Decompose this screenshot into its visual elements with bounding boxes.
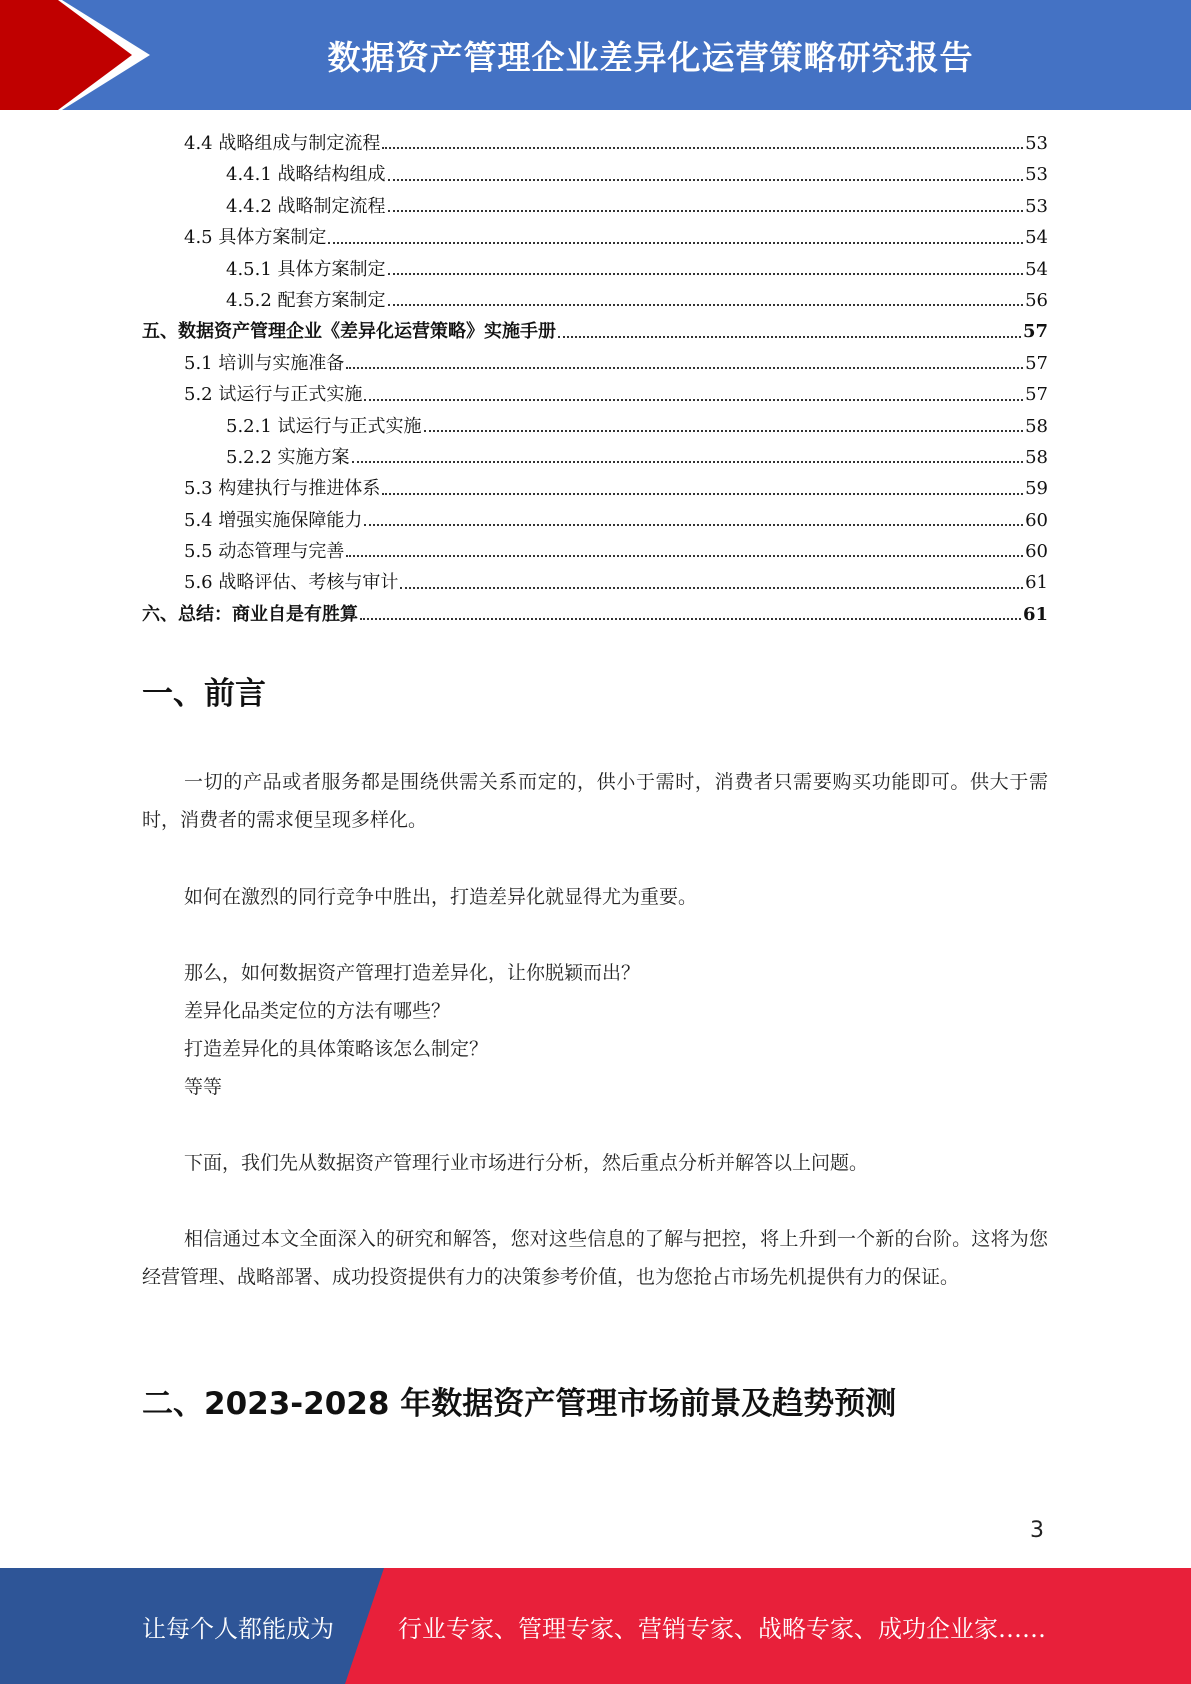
paragraph: 下面，我们先从数据资产管理行业市场进行分析，然后重点分析并解答以上问题。 [184, 1152, 869, 1174]
question-line: 那么，如何数据资产管理打造差异化，让你脱颖而出？ [184, 962, 641, 984]
header-arrow-icon [0, 0, 160, 110]
footer-slogan-right: 行业专家、管理专家、营销专家、战略专家、成功企业家…… [398, 1614, 1046, 1643]
toc-entry-label: 5.2.2 实施方案 [226, 446, 350, 468]
toc-entry[interactable] [142, 222, 1048, 253]
toc-entry-label: 5.1 培训与实施准备 [184, 352, 345, 374]
toc-entry-page: 54 [1025, 227, 1048, 249]
paragraph: 如何在激烈的同行竞争中胜出，打造差异化就显得尤为重要。 [184, 886, 698, 908]
toc-leader-dots [382, 146, 1023, 149]
toc-entry-page: 58 [1025, 446, 1048, 468]
toc-entry[interactable] [142, 254, 1048, 285]
toc-entry-label: 六、总结：商业自是有胜算 [142, 603, 358, 625]
toc-entry-label: 5.4 增强实施保障能力 [184, 509, 363, 531]
toc-leader-dots [388, 272, 1024, 275]
toc-leader-dots [346, 366, 1023, 369]
question-line: 打造差异化的具体策略该怎么制定？ [184, 1038, 489, 1060]
toc-entry[interactable] [142, 316, 1048, 347]
toc-entry-page: 58 [1025, 415, 1048, 437]
footer-banner [0, 1568, 1191, 1684]
toc-entry-label: 5.3 构建执行与推进体系 [184, 478, 381, 500]
toc-entry-page: 53 [1025, 164, 1048, 186]
report-title: 数据资产管理企业差异化运营策略研究报告 [327, 37, 974, 77]
toc-entry[interactable] [142, 379, 1048, 410]
toc-entry-page: 53 [1025, 133, 1048, 154]
page-number: 3 [1030, 1518, 1044, 1543]
toc-entry[interactable] [142, 473, 1048, 504]
toc-entry[interactable] [142, 159, 1048, 190]
toc-entry-label: 五、数据资产管理企业《差异化运营策略》实施手册 [142, 321, 556, 343]
toc-entry[interactable] [142, 442, 1048, 473]
toc-entry-page: 57 [1025, 352, 1048, 374]
toc-entry-label: 4.4.2 战略制定流程 [226, 195, 386, 217]
toc-entry-label: 4.5 具体方案制定 [184, 227, 327, 249]
toc-entry-label: 4.4 战略组成与制定流程 [184, 133, 381, 154]
toc-entry-page: 54 [1025, 258, 1048, 280]
toc-entry[interactable] [142, 536, 1048, 567]
toc-entry[interactable] [142, 191, 1048, 222]
toc-entry-label: 5.2.1 试运行与正式实施 [226, 415, 422, 437]
question-line: 差异化品类定位的方法有哪些？ [184, 1000, 451, 1022]
toc-entry[interactable] [142, 285, 1048, 316]
toc-leader-dots [382, 492, 1023, 495]
toc-entry-label: 4.5.2 配套方案制定 [226, 289, 386, 311]
toc-leader-dots [364, 523, 1023, 526]
toc-entry-page: 53 [1025, 195, 1048, 217]
toc-leader-dots [400, 586, 1023, 589]
section-heading-market-outlook: 二、2023-2028 年数据资产管理市场前景及趋势预测 [142, 1386, 897, 1422]
toc-leader-dots [364, 398, 1023, 401]
toc-entry[interactable] [142, 128, 1048, 159]
question-line: 等等 [184, 1076, 223, 1098]
toc-leader-dots [388, 209, 1024, 212]
toc-leader-dots [558, 335, 1021, 338]
toc-leader-dots [388, 303, 1024, 306]
toc-entry[interactable] [142, 567, 1048, 598]
toc-entry-label: 5.2 试运行与正式实施 [184, 384, 363, 406]
toc-entry-page: 61 [1025, 572, 1048, 594]
footer-slogan-left: 让每个人都能成为 [142, 1614, 334, 1643]
paragraph: 一切的产品或者服务都是围绕供需关系而定的，供小于需时，消费者只需要购买功能即可。供大于需时，消费者的需求便呈现多样化。 [142, 771, 1048, 831]
toc-leader-dots [360, 617, 1021, 620]
toc-entry-page: 57 [1022, 321, 1048, 343]
toc-leader-dots [388, 178, 1024, 181]
toc-entry-page: 61 [1022, 603, 1048, 625]
toc-entry[interactable] [142, 505, 1048, 536]
toc-entry-page: 60 [1025, 541, 1048, 563]
toc-leader-dots [328, 241, 1023, 244]
toc-leader-dots [352, 460, 1024, 463]
toc-entry-label: 5.5 动态管理与完善 [184, 541, 345, 563]
toc-entry[interactable] [142, 411, 1048, 442]
toc-leader-dots [346, 554, 1023, 557]
paragraph: 相信通过本文全面深入的研究和解答，您对这些信息的了解与把控，将上升到一个新的台阶。这将为您经营管理、战略部署、成功投资提供有力的决策参考价值，也为您抢占市场先机提供有力的保证。 [142, 1228, 1048, 1288]
toc-entry-label: 4.4.1 战略结构组成 [226, 164, 386, 186]
table-of-contents [142, 128, 1048, 630]
toc-leader-dots [424, 429, 1024, 432]
header-banner [0, 0, 1191, 110]
toc-entry[interactable] [142, 348, 1048, 379]
toc-entry-page: 60 [1025, 509, 1048, 531]
toc-entry-page: 59 [1025, 478, 1048, 500]
toc-entry-page: 56 [1025, 289, 1048, 311]
toc-entry-label: 4.5.1 具体方案制定 [226, 258, 386, 280]
section-heading-preface: 一、前言 [142, 676, 266, 712]
toc-entry-label: 5.6 战略评估、考核与审计 [184, 572, 399, 594]
toc-entry-page: 57 [1025, 384, 1048, 406]
toc-entry[interactable] [142, 599, 1048, 630]
